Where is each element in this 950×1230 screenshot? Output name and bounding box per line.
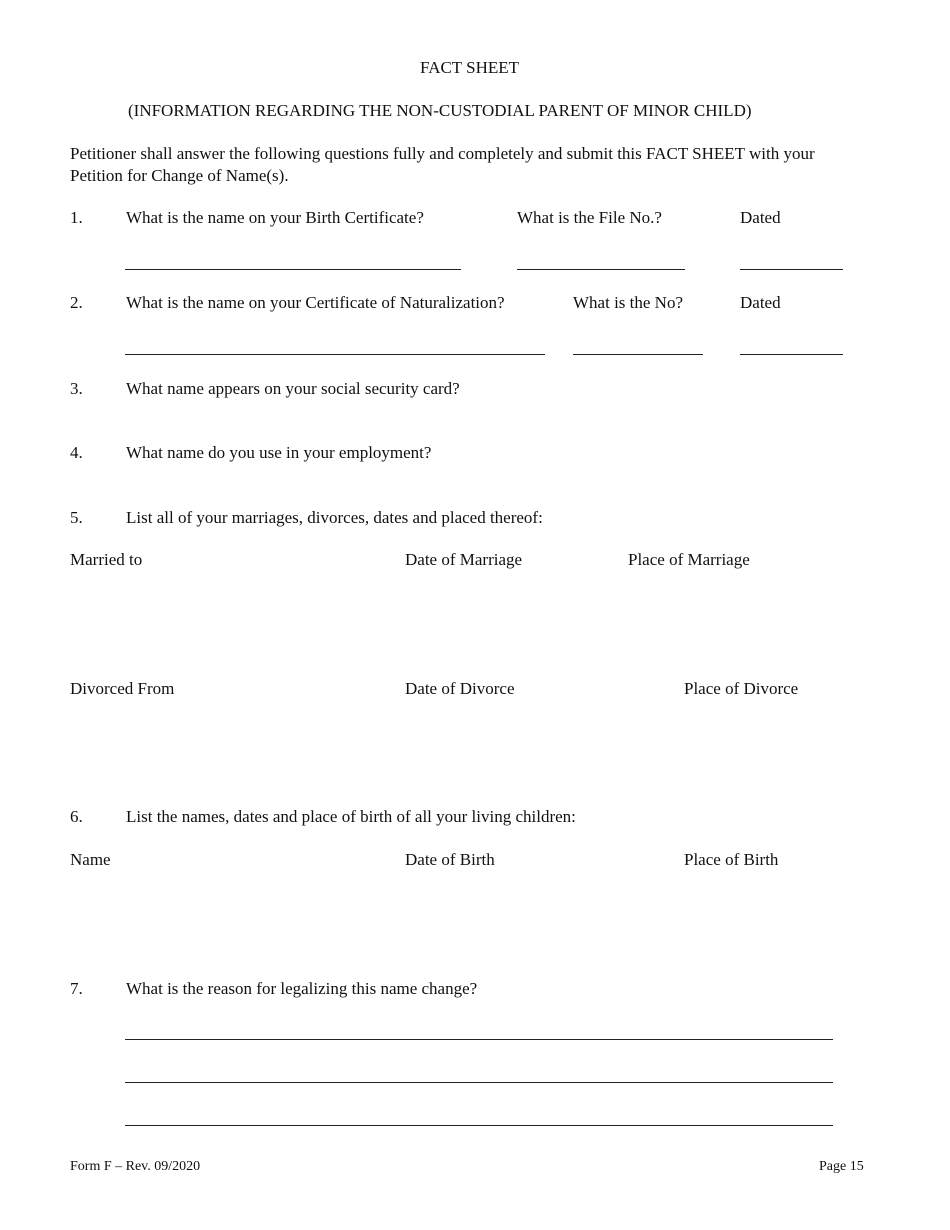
q7-number: 7. bbox=[70, 979, 83, 998]
q2-no-line[interactable] bbox=[573, 354, 703, 355]
q1-dated-label: Dated bbox=[740, 208, 781, 227]
child-name-label: Name bbox=[70, 850, 111, 869]
q2-name-line[interactable] bbox=[125, 354, 545, 355]
page-title: FACT SHEET bbox=[420, 58, 520, 77]
page-number: Page 15 bbox=[819, 1159, 864, 1174]
q5-number: 5. bbox=[70, 508, 83, 527]
q2-number: 2. bbox=[70, 293, 83, 312]
divorced-from-label: Divorced From bbox=[70, 679, 175, 698]
q7-text: What is the reason for legalizing this name change? bbox=[126, 979, 478, 998]
q6-text: List the names, dates and place of birth of all your living children: bbox=[126, 807, 576, 826]
q7-reason-line-1[interactable] bbox=[125, 1039, 833, 1040]
q6-number: 6. bbox=[70, 807, 83, 826]
q1-dated-line[interactable] bbox=[740, 269, 843, 270]
q3-number: 3. bbox=[70, 379, 83, 398]
married-to-label: Married to bbox=[70, 550, 143, 569]
q1-number: 1. bbox=[70, 208, 83, 227]
q2-no-label: What is the No? bbox=[573, 293, 683, 312]
place-of-birth-label: Place of Birth bbox=[684, 850, 779, 869]
q5-text: List all of your marriages, divorces, dates and placed thereof: bbox=[126, 508, 543, 527]
q2-dated-label: Dated bbox=[740, 293, 781, 312]
date-of-birth-label: Date of Birth bbox=[405, 850, 495, 869]
place-of-divorce-label: Place of Divorce bbox=[684, 679, 799, 698]
q4-number: 4. bbox=[70, 443, 83, 462]
place-of-marriage-label: Place of Marriage bbox=[628, 550, 750, 569]
q1-text: What is the name on your Birth Certificate? bbox=[126, 208, 424, 227]
q2-text: What is the name on your Certificate of Naturalization? bbox=[126, 293, 505, 312]
page-subtitle: (INFORMATION REGARDING THE NON-CUSTODIAL PARENT OF MINOR CHILD) bbox=[128, 101, 752, 120]
q1-name-line[interactable] bbox=[125, 269, 461, 270]
q2-dated-line[interactable] bbox=[740, 354, 843, 355]
form-revision: Form F – Rev. 09/2020 bbox=[70, 1159, 201, 1174]
q1-file-no-label: What is the File No.? bbox=[517, 208, 662, 227]
date-of-divorce-label: Date of Divorce bbox=[405, 679, 515, 698]
q7-reason-line-3[interactable] bbox=[125, 1125, 833, 1126]
q7-reason-line-2[interactable] bbox=[125, 1082, 833, 1083]
q3-text: What name appears on your social security card? bbox=[126, 379, 460, 398]
intro-paragraph: Petitioner shall answer the following questions fully and completely and submit this FACT SHEET with your Petition for Change of Name(s). bbox=[70, 144, 815, 185]
q4-text: What name do you use in your employment? bbox=[126, 443, 432, 462]
date-of-marriage-label: Date of Marriage bbox=[405, 550, 523, 569]
q1-file-no-line[interactable] bbox=[517, 269, 685, 270]
